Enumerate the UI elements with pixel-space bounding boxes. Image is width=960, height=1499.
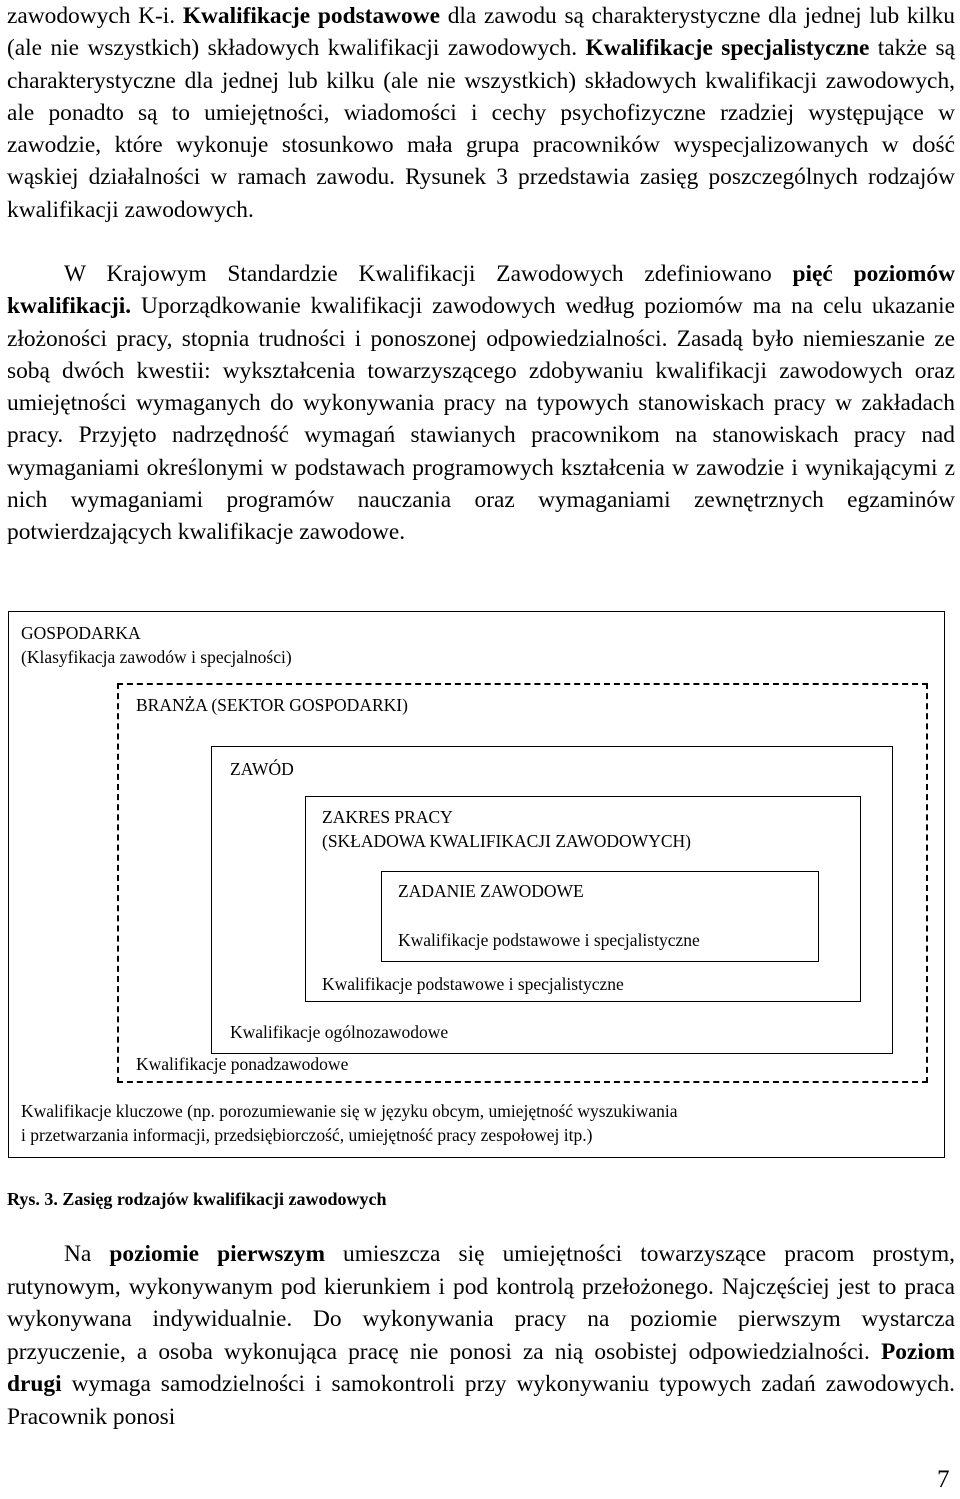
economy-subtitle: (Klasyfikacja zawodów i specjalności) [21,647,292,667]
figure-caption: Rys. 3. Zasięg rodzajów kwalifikacji zawodowych [7,1189,387,1209]
economy-title: GOSPODARKA [21,623,141,643]
text-run: Uporządkowanie kwalifikacji zawodowych według poziomów ma na celu ukazanie złożoności pracy, stopnia trudności i ponoszonej odpowiedzialności. Zasadą było niemieszanie ze sobą dwóch kwestii: wykształcenia towarzyszącego zdobywaniu kwalifikacji zawodowych oraz umiejętności wymaganych do wykonywania pracy na typowych stanowiskach pracy w zakładach pracy. Przyjęto nadrzędność wymagań stawianych pracownikom na stanowiskach pracy nad wymaganiami określonymi w podstawach programowych kształcenia w zawodzie i wynikającymi z nich wymaganiami programów nauczania oraz wymaganiami zewnętrznych egzaminów potwierdzających kwalifikacje zawodowe. [7,293,955,546]
task-title: ZADANIE ZAWODOWE [398,881,584,901]
term-level-one: poziomie pierwszym [109,1241,325,1267]
page-number: 7 [937,1466,950,1493]
text-run: W Krajowym Standardzie Kwalifikacji Zawodowych zdefiniowano [64,261,793,287]
scope-title: ZAKRES PRACY [322,807,453,827]
text-run: wymaga samodzielności i samokontroli przy wykonywaniu typowych zadań zawodowych. Pracownik ponosi [7,1371,955,1430]
occupation-qualifications-note: Kwalifikacje ogólnozawodowe [230,1022,449,1042]
term-five-levels: pięć poziomów kwalifikacji. [7,261,955,320]
scope-subtitle: (SKŁADOWA KWALIFIKACJI ZAWODOWYCH) [322,831,691,851]
paragraph-qualifications-types [7,0,955,226]
key-qualifications-note-line-1: Kwalifikacje kluczowe (np. porozumiewanie się w języku obcym, umiejętność wyszukiwania [21,1101,678,1121]
text-run: Na [64,1241,110,1267]
term-specialist-qualifications: Kwalifikacje specjalistyczne [585,35,870,62]
scope-qualifications-note: Kwalifikacje podstawowe i specjalistyczne [322,974,624,994]
term-basic-qualifications: Kwalifikacje podstawowe [182,3,441,29]
text-run: dla zawodu są charakterystyczne dla jednej lub kilku (ale nie wszystkich) składowych kwalifikacji zawodowych. [7,3,955,62]
sector-qualifications-note: Kwalifikacje ponadzawodowe [136,1054,349,1074]
text-run: zawodowych K-i. [7,3,183,29]
sector-title: BRANŻA (SEKTOR GOSPODARKI) [136,695,408,715]
text-run: także są charakterystyczne dla jednej lub kilku (ale nie wszystkich) składowych kwalifikacji zawodowych, ale ponadto są to umiejętności, wiadomości i cechy psychofizyczne rzadziej występujące w zawodzie, które wykonuje stosunkowo mała grupa pracowników wyspecjalizowanych w dość wąskiej działalności w ramach zawodu. Rysunek 3 przedstawia zasięg poszczególnych rodzajów kwalifikacji zawodowych. [7,35,955,223]
paragraph-level-descriptions [7,1238,955,1434]
task-qualifications-note: Kwalifikacje podstawowe i specjalistyczne [398,930,700,950]
term-level-two: Poziom drugi [7,1338,955,1398]
occupation-title: ZAWÓD [230,759,294,779]
paragraph-qualification-levels [7,258,955,549]
text-run: umieszcza się umiejętności towarzyszące pracom prostym, rutynowym, wykonywanym pod kierunkiem i pod kontrolą przełożonego. Najczęściej jest to praca wykonywana indywidualnie. Do wykonywania pracy na poziomie pierwszym wystarcza przyuczenie, a osoba wykonująca pracę nie ponosi za nią osobistej odpowiedzialności. [7,1241,955,1365]
key-qualifications-note-line-2: i przetwarzania informacji, przedsiębiorczość, umiejętność pracy zespołowej itp.) [21,1125,593,1145]
